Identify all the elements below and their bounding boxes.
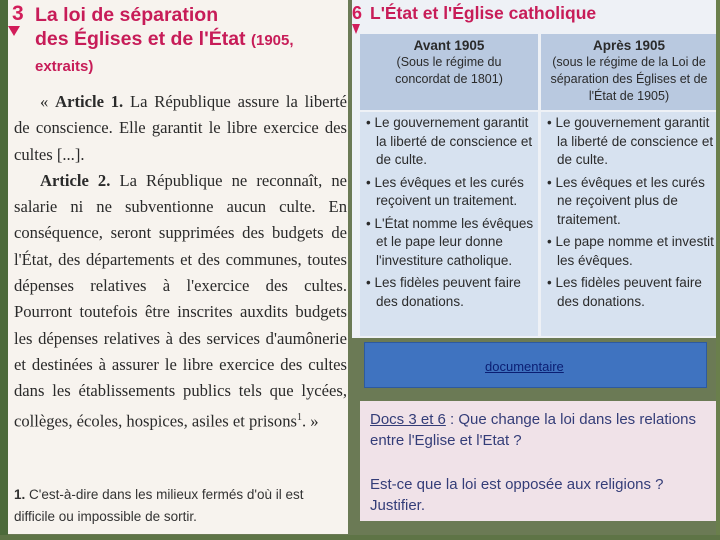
bottom-frame-border [0, 535, 720, 540]
after-heading: Après 1905 [592, 38, 666, 53]
list-item: • Les fidèles peuvent faire des donations. [366, 275, 521, 309]
doc3-title [35, 3, 345, 79]
doc6-title: L'État et l'Église catholique [370, 3, 597, 23]
doc3-body [14, 89, 347, 434]
article-2: Article 2. La République ne reconnaît, ne salarie ni ne subventionne aucun culte. En conséquence, seront supprimées des budgets de l'État, des départements et des communes, toutes dépenses relatives à l'exercice des cultes. Pourront toutefois être inscrites auxdits budgets les dépenses relatives à des services d'aumônerie et destinées à assurer le libre exercice des cultes dans les établissements publics tels que lycées, collèges, écoles, hospices, asiles et prisons$^1$. » [14, 170, 347, 431]
before-1905-list [360, 112, 538, 336]
article-1-text: La République assure la liberté de conscience. Elle garantit le libre exercice des cultes [...]. [14, 92, 348, 164]
article-1: « Article 1. La République assure la liberté de conscience. Elle garantit le libre exercice des cultes [...]. [14, 92, 348, 164]
list-item: • Les évêques et les curés reçoivent un traitement. [366, 174, 524, 208]
article-2-label: Article 2. [40, 170, 111, 190]
list-item: • Les évêques et les curés ne reçoivent plus de traitement. [547, 174, 705, 227]
doc3-number: 3 [12, 2, 24, 25]
doc3-footnote: 1. C'est-à-dire dans les milieux fermés d'où il est difficile ou impossible de sortir. [14, 487, 304, 524]
doc6-number: 6 [352, 3, 363, 23]
footnote-ref: 1 [296, 411, 302, 423]
doc6-marker-triangle [352, 24, 360, 34]
questions-box [360, 401, 720, 521]
list-item: • Les fidèles peuvent faire des donations. [547, 275, 702, 309]
after-1905-header [541, 34, 717, 110]
documentary-link-box [364, 342, 707, 388]
list-item: • L'État nomme les évêques et le pape leur donne l'investiture catholique. [366, 215, 534, 268]
before-1905-header [360, 34, 538, 110]
doc3-title-line3: extraits) [35, 58, 94, 75]
article-2-text: La République ne reconnaît, ne salarie ni ne subventionne aucun culte. En conséquence, seront supprimées des budgets de l'État, des départements et des communes, toutes dépenses relatives à l'exercice des cultes. Pourront toutefois être inscrites auxdits budgets les dépenses relatives à des services d'aumônerie et destinées à assurer le libre exercice des cultes dans les établissements publics tels que lycées, collèges, écoles, hospices, asiles et prisons [14, 170, 347, 431]
after-subheading: (sous le régime de la Loi de séparation des Églises et de l'État de 1905) [550, 55, 708, 103]
doc3-title-year: (1905, [250, 32, 294, 49]
article-1-label: Article 1. [55, 92, 124, 111]
left-frame-border [0, 0, 8, 540]
doc3-title-line1: La loi de séparation [35, 4, 219, 26]
doc3-marker-triangle [8, 26, 20, 36]
question-1: Docs 3 et 6 : Que change la loi dans les relations entre l'Eglise et l'Etat ? [370, 411, 697, 449]
document-3-law-text [8, 0, 348, 534]
before-heading: Avant 1905 [413, 38, 485, 53]
doc3-title-line2: des Églises et de l'État [35, 28, 246, 50]
list-item: • Le gouvernement garantit la liberté de conscience et de culte. [547, 115, 714, 167]
before-subheading: (Sous le régime du concordat de 1801) [395, 55, 503, 86]
document-6-comparison [352, 0, 720, 338]
documentary-link[interactable]: documentaire [485, 359, 564, 374]
question-2: Est-ce que la loi est opposée aux religions ? Justifier. [370, 476, 664, 514]
after-1905-list [541, 112, 717, 336]
list-item: • Le gouvernement garantit la liberté de conscience et de culte. [366, 115, 533, 167]
question-doc-ref: Docs 3 et 6 [370, 411, 446, 428]
right-frame-border [716, 0, 720, 540]
list-item: • Le pape nomme et investit les évêques. [547, 234, 714, 268]
